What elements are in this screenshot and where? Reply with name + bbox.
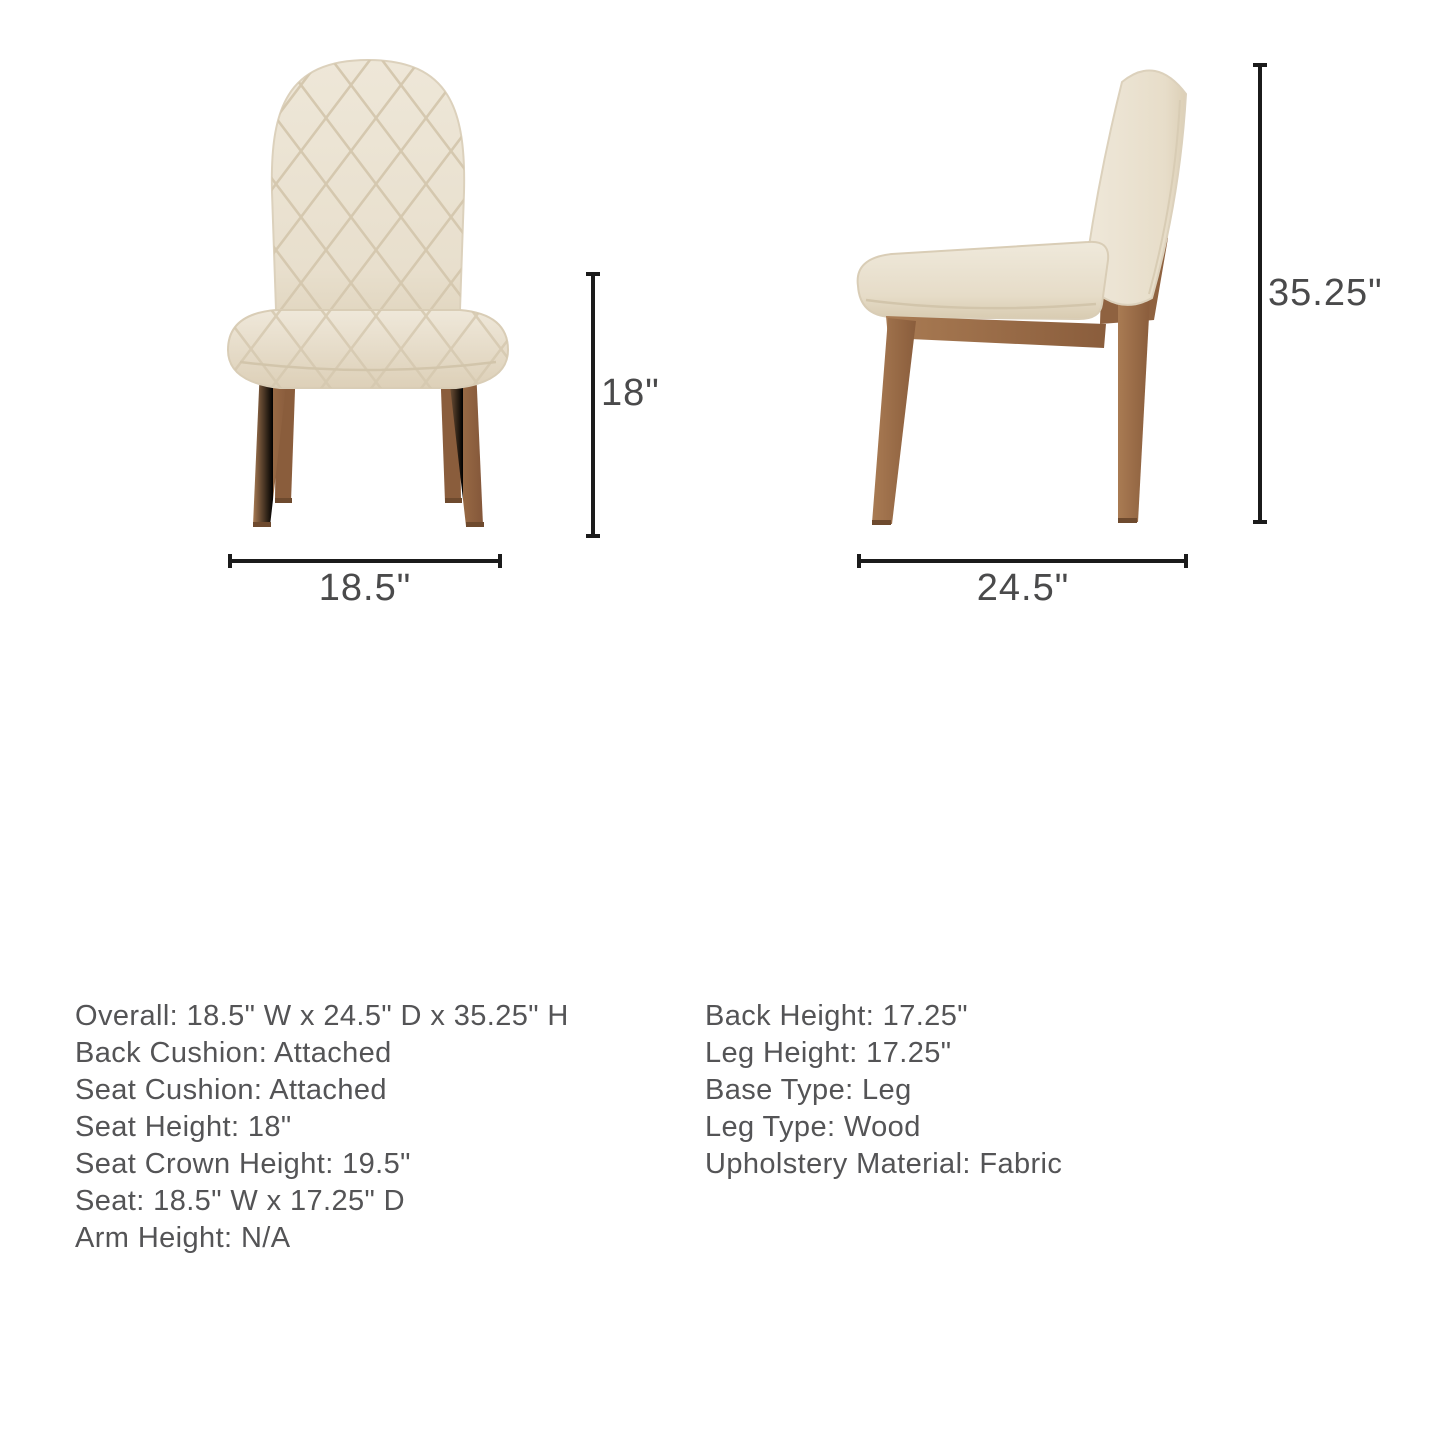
spec-leg-height: Leg Height: 17.25": [705, 1037, 952, 1069]
seat-height-dimension-label: 18": [601, 372, 660, 414]
spec-base-type: Base Type: Leg: [705, 1074, 912, 1106]
overall-height-dimension-line: [1258, 63, 1262, 524]
spec-overall: Overall: 18.5" W x 24.5" D x 35.25" H: [75, 1000, 569, 1032]
overall-depth-dimension-line: [857, 559, 1188, 563]
overall-width-dimension-label: 18.5": [318, 567, 412, 609]
spec-column-right: [705, 998, 1062, 1183]
spec-seat-size: Seat: 18.5" W x 17.25" D: [75, 1185, 406, 1217]
spec-leg-type: Leg Type: Wood: [705, 1111, 921, 1143]
overall-depth-dimension-label: 24.5": [976, 567, 1070, 609]
spec-seat-height: Seat Height: 18": [75, 1111, 292, 1143]
spec-back-height: Back Height: 17.25": [705, 1000, 968, 1032]
seat-height-dimension-line: [591, 272, 595, 538]
overall-height-dimension-label: 35.25": [1268, 272, 1383, 314]
spec-back-cushion: Back Cushion: Attached: [75, 1037, 392, 1069]
spec-arm-height: Arm Height: N/A: [75, 1222, 291, 1254]
front-view-chair-image: [226, 52, 510, 534]
spec-column-left: [75, 998, 569, 1257]
overall-width-dimension-line: [228, 559, 502, 563]
spec-seat-crown-height: Seat Crown Height: 19.5": [75, 1148, 411, 1180]
side-view-chair-image: [850, 58, 1198, 530]
spec-upholstery-material: Upholstery Material: Fabric: [705, 1148, 1063, 1180]
spec-seat-cushion: Seat Cushion: Attached: [75, 1074, 387, 1106]
